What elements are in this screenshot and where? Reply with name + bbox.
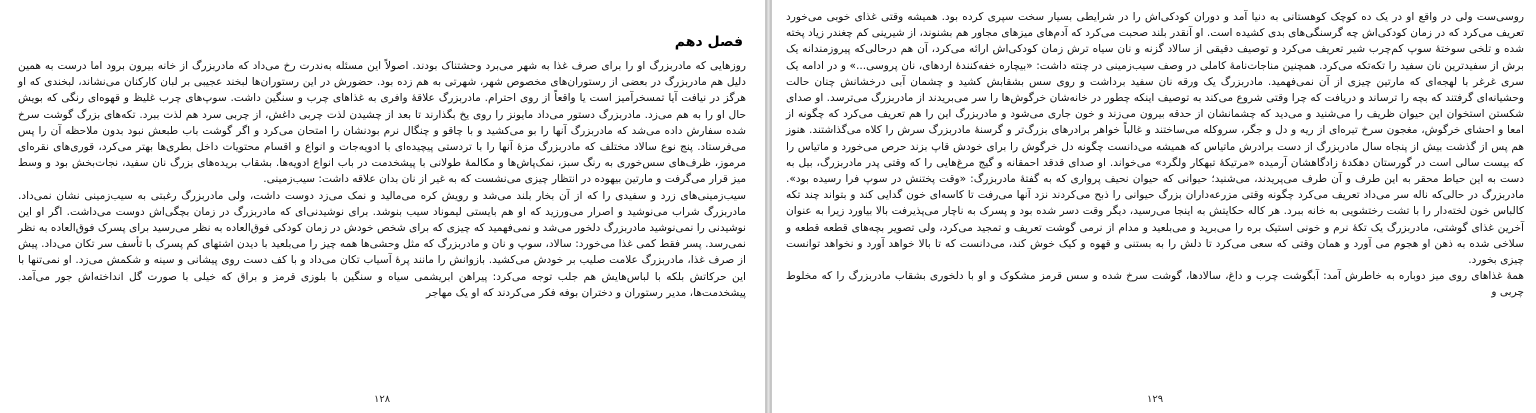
- page-number: ۱۲۸: [374, 394, 391, 405]
- paragraph: روسی‌ست ولی در واقع او در یک ده کوچک کوهستانی به دنیا آمد و دوران کودکی‌اش را در شرایطی بسیار سخت سپری کرده بود. همیشه وقتی غذای خوبی می‌خورد تعریف می‌کرد که در زمان کودکی‌اش چه گرسنگی‌های بدی کشیده است. او آنقدر بلند صحبت می‌کرد که آدم‌های میزهای مجاور هم بشنوند، از شیرینی کم چغندر زیاد پخته شده و تلخی سوختهٔ سوپ کم‌چرب شیر تعریف می‌کرد و توصیف دقیقی از سالاد گزنه و نان سیاه ترش زمان کودکی‌اش ارائه می‌کرد، آن هم درحالی‌که پیروزمندانه یک برش از سفیدترین نان سفید را تکه‌تکه می‌کرد. همچنین مناجات‌نامهٔ کاملی در وصف سیب‌زمینی در چنته داشت: «بیچاره خفه‌کنندهٔ اردهای، نان پروسی...» و در ادامه یک سری غرغر با لهجه‌ای که مارتین چیزی از آن نمی‌فهمید. مادربزرگ یک ورقه نان سفید برداشت و روی سس بشقابش کشید و چشمان آبی درخشانش چنان حالت وحشیانه‌ای گرفتند که بچه را ترساند و دریافت که چرا وقتی شروع می‌کند به توصیف اینکه چطور در خانه‌شان خرگوش‌ها را سر می‌بریدند از مادربزرگ می‌ترسد. او صدای شکستن استخوان این حیوان ظریف را می‌شنید و می‌دید که چشمانشان از حدقه بیرون می‌زند و خون جاری می‌شود و مادربزرگ این را هم تعریف می‌کرد که چگونه از امعا و احشای خرگوش، مغجون سرخ تیره‌ای از ریه و دل و جگر، سروکله می‌ساختند و غالباً خواهر برادرهای بزرگ‌تر و گرسنهٔ مادربزرگ سرش را کلاه می‌گذاشتند. هنوز هم پس از گذشت بیش از پنجاه سال مادربزرگ از دست برادرش ماتیاس که همیشه می‌دانست چگونه دل خرگوش را برای خودش قاپ بزند حرص می‌خورد و ماتیاس را که بیست سالی است در گورستان دهکدهٔ زادگاهشان آرمیده «مرتیکهٔ تبهکار ولگرد» می‌خواند. او صدای قدقد احمقانه و گیج مرغ‌هایی را که وقتی پدر مادربزرگ، بیل به دست به این حیاط محقر به این طرف و آن طرف می‌پریدند، می‌شنید؛ حیوانی که حیوان نحیف پرواری که به گفتهٔ مادربزرگ: «وقت پختنش در سوپ فرا رسیده بود». مادربزرگ در حالی‌که ناله سر می‌داد تعریف می‌کرد چگونه وقتی مزرعه‌داران بزرگ حیوانی را ذبح می‌کردند نزد آنها می‌رفت تا کاسه‌ای خون گدایی کند و بتواند چند تکه کالباس خون لخته‌دار را با تشت رختشویی به خانه ببرد. هر کاله حکایتش به اینجا می‌رسید، دیگر وقت دسر شده بود و پسرک به ناچار می‌پذیرفت بالا بیاورد زیرا به عنوان آخرین غذای گوشتی، مادربزرگ یک تکهٔ نرم و خونی استیک بره را می‌برید و می‌بلعید و مدام از نرمی گوشت تعریف و تمجید می‌کرد، ولی تصویر بچه‌های قطعه قطعه و سلاخی شده به ذهن او هجوم می آورد و همان وقتی که سعی می‌کرد تا دلش را به بستنی و قهوه و کیک خوش کند، می‌دانست که تا بالا خواهد آورد و نخواهد توانست چیزی بخورد.: [786, 11, 1524, 267]
- paragraph: روزهایی که مادربزرگ او را برای صرف غذا به شهر می‌برد وحشتناک بودند. اصولاً این مسئله به‌ندرت رخ می‌داد که مادربزرگ از خانه بیرون برود اما درست به همین دلیل هم مادربزرگ در بعضی از رستوران‌های مخصوص شهر، شهرتی به هم زده بود. حضورش در این رستوران‌ها لبخند عجیبی بر لبان کارکنان می‌نشاند، لبخندی که او هرگز در نیافت آیا تمسخرآمیز است یا واقعاً از روی احترام. مادربزرگ علاقهٔ وافری به غذاهای چرب و سنگین داشت. سوپ‌های چرب غلیظ و قهوه‌ای رنگی که بویش حال او را به هم می‌زد. مادربزرگ دستور می‌داد مایونز را روی یخ بگذارند تا بعد از چشیدن لذت چربی داغش، از چربی سرد هم لذت ببرد. تکه‌های بزرگ گوشت سرخ شده سفارش داده می‌شد که مادربزرگ آنها را بو می‌کشید و با چاقو و چنگال نرم بودنشان را امتحان می‌کرد و اگر گوشت باب طبعش نبود بدون ملاحظه آن را پس می‌فرستاد. پنج نوع سالاد مختلف که مادربزرگ مزهٔ آنها را با تردستی پیچیده‌ای با ادویه‌جات و انواع و اقسام محتویات داخل بطری‌ها بهتر می‌کرد، قوری‌های نقره‌ای مرموز، ظرف‌های سس‌خوری به رنگ سبز، نمک‌پاش‌ها و مکالمهٔ طولانی با پیشخدمت در باب انواع ادویه‌ها. بشقاب بریده‌های بزرگ نان سفید، نجات‌بخش بود و وسط میز قرار می‌گرفت و مارتین بیهوده در انتظار چیزی می‌نشست که به غیر از نان بدان علاقه داشت: سیب‌زمینی.: [18, 60, 746, 186]
- left-page-body: [18, 58, 746, 301]
- right-page: [771, 0, 1536, 413]
- left-page: [0, 0, 766, 413]
- right-page-body: [786, 9, 1524, 301]
- chapter-title: فصل دهم: [674, 34, 743, 50]
- page-number: ۱۲۹: [1147, 394, 1164, 405]
- paragraph: سیب‌زمینی‌های زرد و سفیدی را که از آن بخار بلند می‌شد و رویش کره می‌مالید و نمک می‌زد دوست داشت، ولی مادربزرگ رغبتی به سیب‌زمینی نشان نمی‌داد. مادربزرگ شراب می‌نوشید و اصرار می‌ورزید که او هم بایستی لیموناد سیب بنوشد. برای نوشیدنی‌ای که مادربزرگ در زمان بچگی‌اش دوست می‌داشت. اگر او این نوشیدنی را نمی‌نوشید مادربزرگ دلخور می‌شد و نمی‌فهمید که چیزی که برای شخص خودش در زمان کودکی فوق‌العاده به نظر می‌رسید برای پسرک فوق‌العاده به نظر نمی‌رسد. پسر فقط کمی غذا می‌خورد: سالاد، سوپ و نان و مادربزرگ که مثل وحشی‌ها همه چیز را می‌بلعید با دیدن اشتهای کم پسرک با تأسف سر تکان می‌داد. پیش از صرف غذا، مادربزرگ علامت صلیب بر خودش می‌کشید. بازوانش را مانند پرهٔ آسیاب تکان می‌داد و با کف دست روی پیشانی و سینه و شکمش می‌زد. او نمی‌تنها با این حرکاتش بلکه با لباس‌هایش هم جلب توجه می‌کرد: پیراهن ابریشمی سیاه و سنگین با بلوزی قرمز و براق که خیلی با صورت گل انداخته‌اش جور می‌آمد. پیشخدمت‌ها، مدیر رستوران و دختران بوفه فکر می‌کردند که او یک مهاجر: [18, 189, 746, 299]
- paragraph: همهٔ غذاهای روی میز دوباره به خاطرش آمد: آبگوشت چرب و داغ، سالادها، گوشت سرخ شده و سس قرمز مشکوک و او با دلخوری بشقاب مادربزرگ را که مخلوط چربی و: [786, 270, 1524, 299]
